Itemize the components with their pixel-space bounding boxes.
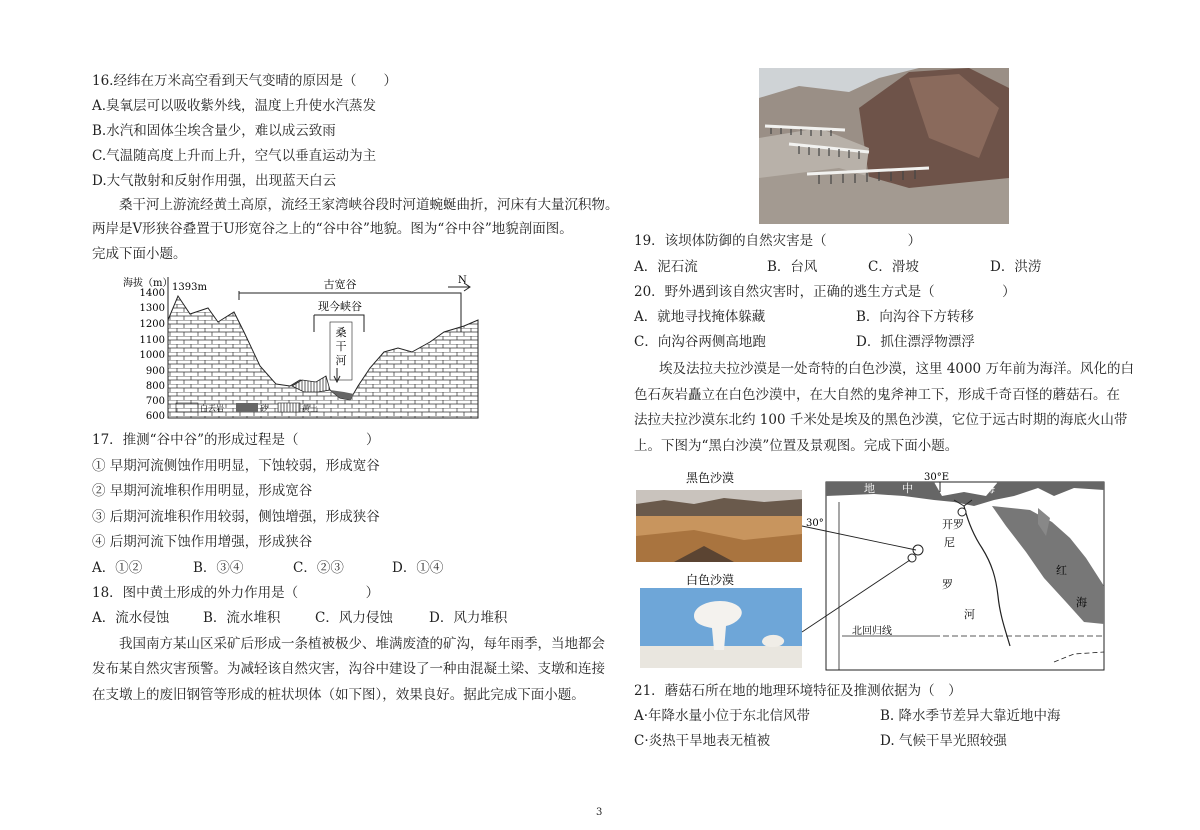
nile-label-char: 罗 <box>942 578 953 591</box>
q18-option-d: D．风力堆积 <box>429 610 508 626</box>
y-tick: 600 <box>145 411 165 422</box>
intro1-line1: 桑干河上游流经黄土高原，流经王家湾峡谷段时河道蜿蜒曲折，河床有大量沉积物。 <box>119 197 619 213</box>
q19-option-a: A．泥石流 <box>634 259 698 275</box>
y-tick: 1200 <box>139 319 165 330</box>
q17-option-c: C．②③ <box>293 560 344 576</box>
q19-option-b: B．台风 <box>767 259 818 275</box>
dolomite-rock-layer <box>168 296 478 418</box>
intro2-line2: 发布某自然灾害预警。为减轻该自然灾害，沟谷中建设了一种由混凝土梁、支墩和连接 <box>92 661 605 677</box>
q17-statement-4: ④ 后期河流下蚀作用增强，形成狭谷 <box>92 534 313 550</box>
current-gorge-label: 现今峡谷 <box>318 300 362 313</box>
river-label-char: 河 <box>335 354 347 367</box>
legend-dolomite-swatch <box>176 403 198 412</box>
white-desert-photo <box>640 588 802 668</box>
intro2-line3: 在支墩上的废旧钢管等形成的桩状坝体（如下图），效果良好。据此完成下面小题。 <box>92 687 585 703</box>
intro3-line1: 埃及法拉夫拉沙漠是一处奇特的白色沙漠，这里 4000 万年前为海洋。风化的白 <box>659 361 1134 377</box>
q20-option-d: D．抓住漂浮物漂浮 <box>856 334 975 350</box>
q16-option-c: C.气温随高度上升而上升，空气以垂直运动为主 <box>92 148 377 164</box>
q21-option-c: C·炎热干旱地表无植被 <box>634 733 771 749</box>
q18-stem: 18．图中黄土形成的外力作用是（ ） <box>92 585 380 601</box>
q19-option-d: D．洪涝 <box>990 259 1042 275</box>
nile-label-char: 尼 <box>944 536 955 549</box>
mediterranean-label-char: 海 <box>984 482 995 495</box>
legend-loess-label: 黄土 <box>302 404 318 413</box>
y-tick: 1100 <box>139 335 165 346</box>
y-tick: 1300 <box>139 303 165 314</box>
latitude-label: 30° <box>806 518 824 529</box>
q17-statement-2: ② 早期河流堆积作用明显，形成宽谷 <box>92 483 313 499</box>
cairo-label: 开罗 <box>942 518 964 531</box>
q21-stem: 21．蘑菇石所在地的地理环境特征及推测依据为（ ） <box>634 683 962 699</box>
legend-dolomite-label: 白云岩 <box>200 404 224 413</box>
q17-option-b: B．③④ <box>193 560 244 576</box>
page-number: 3 <box>596 807 603 818</box>
black-desert-label: 黑色沙漠 <box>685 471 735 485</box>
intro3-line3: 法拉夫拉沙漠东北约 100 千米处是埃及的黑色沙漠，它位于远古时期的海底火山带 <box>634 412 1128 428</box>
intro1-line3: 完成下面小题。 <box>92 246 187 262</box>
black-white-desert-figure <box>634 466 1106 674</box>
q20-stem: 20．野外遇到该自然灾害时，正确的逃生方式是（ ） <box>634 284 1016 300</box>
valley-profile-figure <box>118 272 490 424</box>
debris-dam-photo <box>759 68 1009 224</box>
tropic-of-cancer-label: 北回归线 <box>852 626 892 637</box>
q18-option-b: B．流水堆积 <box>203 610 281 626</box>
q21-option-b: B. 降水季节差异大靠近地中海 <box>880 708 1061 724</box>
q18-option-c: C．风力侵蚀 <box>315 610 393 626</box>
q20-option-b: B．向沟谷下方转移 <box>856 309 974 325</box>
q20-option-c: C．向沟谷两侧高地跑 <box>634 334 766 350</box>
q21-option-d: D. 气候干旱光照较强 <box>880 733 1007 749</box>
q16-option-d: D.大气散射和反射作用强，出现蓝天白云 <box>92 173 337 189</box>
legend-sand-label: 砂 <box>260 404 268 413</box>
intro1-line2: 两岸是V形狭谷叠置于U形宽谷之上的“谷中谷”地貌。图为“谷中谷”地貌剖面图。 <box>92 221 573 237</box>
peak-label: 1393m <box>172 282 207 293</box>
q17-statement-3: ③ 后期河流堆积作用较弱，侧蚀增强，形成狭谷 <box>92 509 380 525</box>
river-label-char: 桑 <box>335 326 347 339</box>
mediterranean-label-char: 中 <box>902 482 913 495</box>
q19-option-c: C．滑坡 <box>868 259 919 275</box>
mediterranean-label-char: 地 <box>864 482 875 495</box>
north-label: N <box>458 275 467 286</box>
white-desert-label: 白色沙漠 <box>685 573 735 587</box>
y-tick: 800 <box>145 381 165 392</box>
q17-statement-1: ① 早期河流侧蚀作用明显，下蚀较弱，形成宽谷 <box>92 458 380 474</box>
y-tick: 900 <box>145 366 165 377</box>
intro3-line2: 色石灰岩矗立在白色沙漠中，在大自然的鬼斧神工下，形成千奇百怪的蘑菇石。在 <box>634 387 1120 403</box>
ancient-wide-valley-label: 古宽谷 <box>323 278 357 291</box>
q17-option-a: A．①② <box>92 560 143 576</box>
legend-sand-swatch <box>236 403 258 412</box>
q21-option-a: A·年降水量小位于东北信风带 <box>634 708 811 724</box>
y-tick: 700 <box>145 396 165 407</box>
red-sea-label-char: 海 <box>1076 596 1087 609</box>
black-desert-photo <box>636 490 802 562</box>
y-tick: 1400 <box>139 288 165 299</box>
nile-label-char: 河 <box>964 608 975 621</box>
intro2-line1: 我国南方某山区采矿后形成一条植被极少、堆满废渣的矿沟，每年雨季，当地都会 <box>119 636 605 652</box>
red-sea-label-char: 红 <box>1056 564 1067 577</box>
longitude-label: 30°E <box>924 472 950 483</box>
q17-option-d: D．①④ <box>392 560 444 576</box>
y-tick: 1000 <box>139 350 165 361</box>
q16-option-a: A.臭氧层可以吸收紫外线，温度上升使水汽蒸发 <box>92 98 377 114</box>
q16-option-b: B.水汽和固体尘埃含量少，难以成云致雨 <box>92 123 336 139</box>
river-label-char: 干 <box>335 340 347 353</box>
q20-option-a: A．就地寻找掩体躲藏 <box>634 309 766 325</box>
q17-stem: 17．推测“谷中谷”的形成过程是（ ） <box>92 432 380 448</box>
legend-loess-swatch <box>278 403 300 412</box>
y-axis-label: 海拔（m） <box>123 278 173 289</box>
intro3-line4: 上。下图为“黑白沙漠”位置及景观图。完成下面小题。 <box>634 438 959 454</box>
q18-option-a: A．流水侵蚀 <box>92 610 170 626</box>
q19-stem: 19．该坝体防御的自然灾害是（ ） <box>634 233 922 249</box>
q16-stem: 16.经纬在万米高空看到天气变晴的原因是（ ） <box>92 73 397 89</box>
